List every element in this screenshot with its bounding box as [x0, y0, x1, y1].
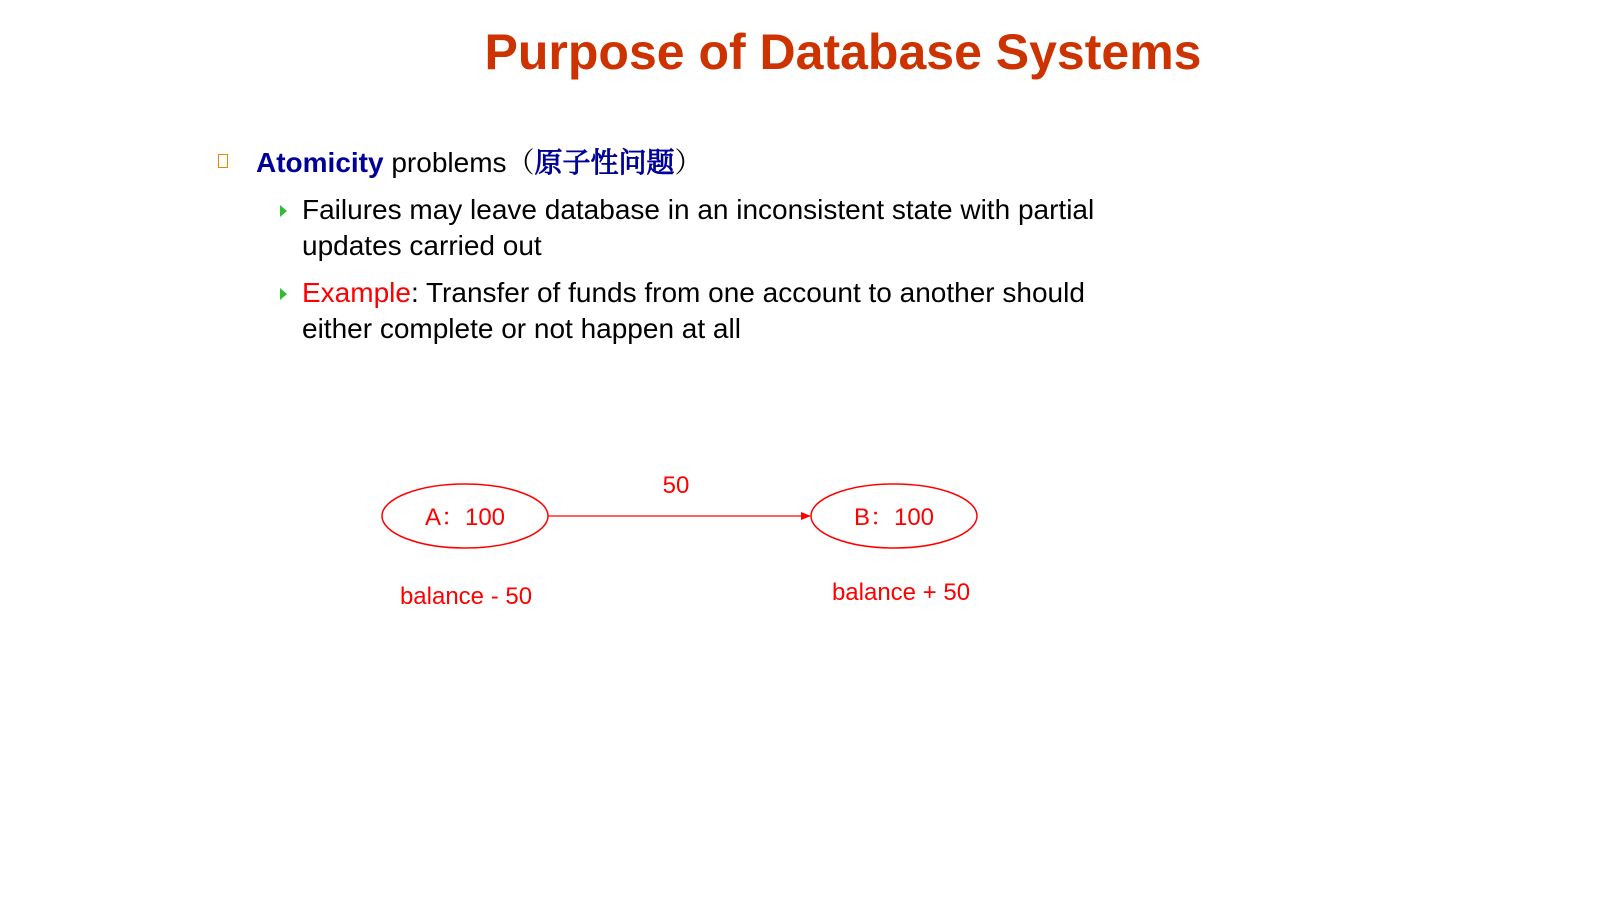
main-bullet-close: ） [674, 147, 703, 178]
account-a-label: A：100 [424, 504, 506, 531]
main-bullet-rest: problems（ [383, 147, 535, 178]
balance-b-label: balance + 50 [831, 579, 971, 606]
atomicity-keyword: Atomicity [256, 147, 384, 178]
slide-title: Purpose of Database Systems [484, 24, 1202, 80]
sub-bullet-text: Failures may leave database in an inconsistent state with partial updates carried out [302, 194, 1095, 261]
account-b-label: B：100 [853, 504, 935, 531]
example-text: : Transfer of funds from one account to another should either complete or not happen at all [302, 277, 1085, 344]
balance-a-label: balance - 50 [399, 583, 533, 610]
transfer-amount-label: 50 [662, 472, 690, 499]
chinese-term: 原子性问题 [534, 147, 675, 178]
example-keyword: Example [302, 277, 411, 308]
